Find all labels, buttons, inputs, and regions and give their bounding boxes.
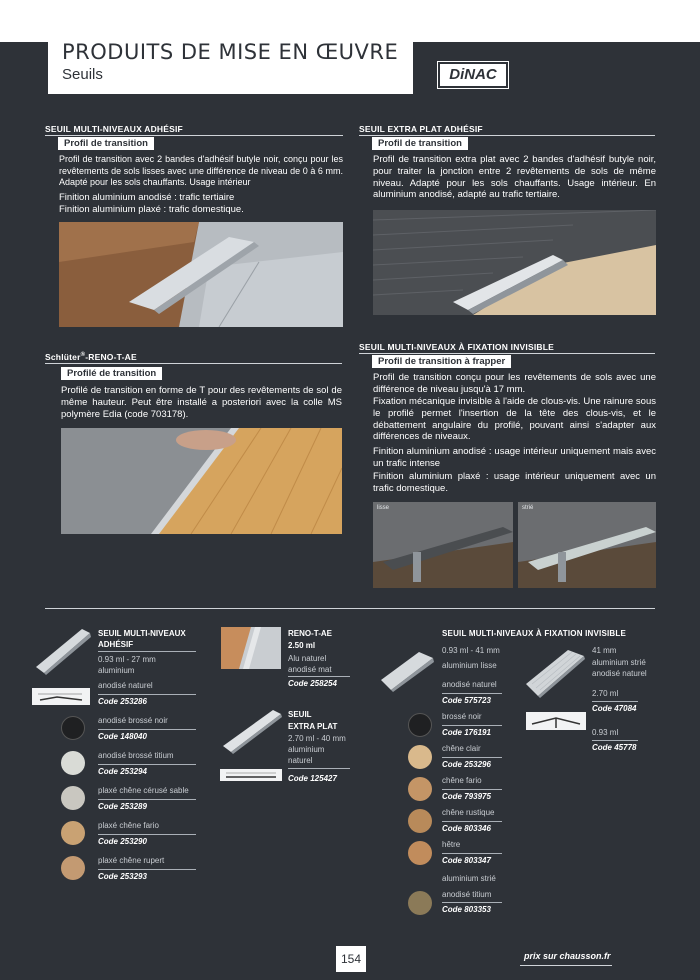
variant-label: anodisé naturel	[98, 681, 153, 690]
section-description: Profil de transition conçu pour les revêtements de sols avec une différence de niveau jusqu'à 17 mm.	[373, 372, 656, 395]
variant-label: plaxé chêne rupert	[98, 856, 165, 865]
finish-swatch	[61, 786, 85, 810]
product-length: 0.93 ml	[592, 728, 619, 737]
product-dimensions: 0.93 ml - 41 mm	[442, 646, 500, 655]
variant-label: hêtre	[442, 840, 461, 849]
variant-label: chêne fario	[442, 776, 482, 785]
section-rule	[359, 353, 655, 354]
product-code: Code 258254	[288, 679, 337, 688]
product-name: SEUIL MULTI-NIVEAUX	[98, 629, 186, 638]
product-dimensions: 2.70 ml - 40 mm	[288, 734, 346, 743]
section-title: SEUIL MULTI-NIVEAUX À FIXATION INVISIBLE	[359, 342, 555, 352]
product-length: 2.70 ml	[592, 689, 619, 698]
variant-rule	[442, 757, 502, 758]
product-photo	[61, 428, 342, 534]
finish-line: Finition aluminium plaxé : trafic domestique.	[59, 204, 244, 215]
product-code: Code 148040	[98, 732, 147, 741]
variant-rule	[98, 799, 196, 800]
image-label: lisse	[377, 505, 390, 511]
product-code: Code 253286	[98, 697, 147, 706]
product-ref: -RENO-T-AE	[85, 352, 137, 362]
image-label: strié	[522, 505, 534, 511]
product-material: aluminium	[288, 745, 325, 754]
product-material: anodisé naturel	[592, 669, 647, 678]
variant-rule	[442, 725, 502, 726]
variant-rule	[592, 701, 638, 702]
variant-label: plaxé chêne fario	[98, 821, 159, 830]
page-header	[48, 36, 413, 94]
product-name: ADHÉSIF	[98, 640, 134, 649]
product-code: Code 176191	[442, 728, 491, 737]
finish-swatch	[61, 716, 85, 740]
section-divider	[45, 608, 655, 609]
product-size: 2.50 ml	[288, 641, 316, 650]
finish-swatch	[408, 809, 432, 833]
name-underline	[98, 651, 196, 652]
variant-rule	[98, 729, 196, 730]
product-thumbnail	[34, 625, 92, 675]
finish-line: Finition aluminium plaxé : usage intérieur uniquement avec un trafic domestique.	[373, 471, 656, 494]
section-title: SEUIL EXTRA PLAT ADHÉSIF	[359, 124, 483, 134]
variant-label: aluminium strié	[442, 874, 496, 883]
product-code: Code 793975	[442, 792, 491, 801]
product-photo-lisse	[373, 502, 513, 588]
variant-rule	[98, 694, 196, 695]
product-name: SEUIL	[288, 710, 312, 719]
variant-rule	[288, 768, 350, 769]
finish-swatch	[408, 713, 432, 737]
product-code: Code 47084	[592, 704, 637, 713]
product-dimensions: 0.93 ml - 27 mm	[98, 655, 156, 664]
finish-line: Finition aluminium anodisé : usage intérieur uniquement mais avec un trafic intense	[373, 446, 656, 469]
section-description: Fixation mécanique invisible à l'aide de clous-vis. Une rainure sous le profilé permet l'insertion de la tête des clous-vis, et le débattement angulaire du profilé, pouvant ainsi s'adapter aux différences de niveaux.	[373, 396, 656, 443]
variant-rule	[442, 693, 502, 694]
page-number: 154	[336, 946, 366, 972]
finish-swatch	[61, 856, 85, 880]
product-finish: anodisé mat	[288, 665, 332, 674]
product-thumbnail	[524, 646, 586, 698]
section-description: Profilé de transition en forme de T pour des revêtements de sol de même hauteur. Peut être installé a posteriori avec la colle MS polymère Edia (code 703178).	[61, 385, 342, 420]
finish-swatch	[61, 751, 85, 775]
product-material: aluminium lisse	[442, 661, 497, 670]
finish-swatch	[408, 777, 432, 801]
product-code: Code 575723	[442, 696, 491, 705]
variant-rule	[98, 764, 196, 765]
section-tag: Profilé de transition	[61, 367, 162, 380]
profile-diagram	[32, 688, 90, 705]
section-tag: Profil de transition	[372, 137, 468, 150]
product-code: Code 803353	[442, 905, 491, 914]
product-name: EXTRA PLAT	[288, 722, 338, 731]
footer-url[interactable]: prix sur chausson.fr	[524, 951, 611, 961]
product-thumbnail	[379, 650, 435, 692]
section-tag: Profil de transition	[58, 137, 154, 150]
page-title: PRODUITS DE MISE EN ŒUVRE	[62, 40, 399, 64]
product-finish: Alu naturel	[288, 654, 327, 663]
product-code: Code 253296	[442, 760, 491, 769]
product-code: Code 253289	[98, 802, 147, 811]
product-thumbnail	[221, 627, 281, 669]
dinac-logo: DiNAC	[438, 62, 508, 88]
variant-label: anodisé naturel	[442, 680, 497, 689]
variant-label: chêne rustique	[442, 808, 495, 817]
variant-rule	[442, 821, 502, 822]
product-photo	[59, 222, 343, 327]
profile-diagram	[526, 712, 586, 730]
profile-diagram	[220, 768, 282, 780]
section-description: Profil de transition avec 2 bandes d'adhésif butyle noir, conçu pour les revêtements de sols lisses avec une différence de niveau de 0 à 6 mm. Adapté pour les sols chauffants. Usage intérieur	[59, 154, 343, 187]
variant-label: anodisé brossé titium	[98, 751, 174, 760]
product-material: aluminium	[98, 666, 135, 675]
product-thumbnail	[221, 706, 283, 754]
variant-rule	[442, 853, 502, 854]
finish-swatch	[408, 891, 432, 915]
variant-rule	[592, 740, 638, 741]
footer-rule	[520, 965, 612, 966]
finish-swatch	[408, 745, 432, 769]
section-title	[45, 352, 137, 362]
section-tag: Profil de transition à frapper	[372, 355, 511, 368]
section-rule	[45, 363, 342, 364]
product-photo	[373, 210, 656, 315]
product-group-title: SEUIL MULTI-NIVEAUX À FIXATION INVISIBLE	[442, 629, 627, 638]
product-photo-strie	[518, 502, 656, 588]
variant-label: plaxé chêne cérusé sable	[98, 786, 189, 795]
variant-rule	[442, 902, 502, 903]
variant-label: anodisé brossé noir	[98, 716, 168, 725]
registered-mark: ®	[80, 352, 86, 359]
variant-label: anodisé titium	[442, 890, 492, 899]
section-description: Profil de transition extra plat avec 2 bandes d'adhésif butyle noir, pour traiter la jonction entre 2 revêtements de sols de même niveau. Adapté pour les sols chauffants. Usage intérieur. En aluminium anodisé, adapté au trafic tertiaire.	[373, 154, 656, 201]
brand-name: Schlüter	[45, 352, 81, 362]
product-code: Code 803346	[442, 824, 491, 833]
variant-label: chêne clair	[442, 744, 481, 753]
product-name: RENO-T-AE	[288, 629, 332, 638]
product-material: naturel	[288, 756, 313, 765]
page-subtitle: Seuils	[62, 66, 103, 83]
section-rule	[359, 135, 655, 136]
variant-rule	[98, 869, 196, 870]
variant-label: brossé noir	[442, 712, 482, 721]
product-code: Code 253290	[98, 837, 147, 846]
variant-rule	[442, 789, 502, 790]
product-code: Code 253293	[98, 872, 147, 881]
product-code: Code 803347	[442, 856, 491, 865]
product-dimensions: 41 mm	[592, 646, 617, 655]
finish-swatch	[61, 821, 85, 845]
product-code: Code 45778	[592, 743, 637, 752]
product-code: Code 125427	[288, 774, 337, 783]
finish-line: Finition aluminium anodisé : trafic tertiaire	[59, 192, 235, 203]
product-material: aluminium strié	[592, 658, 646, 667]
section-title: SEUIL MULTI-NIVEAUX ADHÉSIF	[45, 124, 183, 134]
section-rule	[45, 135, 343, 136]
finish-swatch	[408, 841, 432, 865]
product-code: Code 253294	[98, 767, 147, 776]
variant-rule	[98, 834, 196, 835]
variant-rule	[288, 676, 350, 677]
